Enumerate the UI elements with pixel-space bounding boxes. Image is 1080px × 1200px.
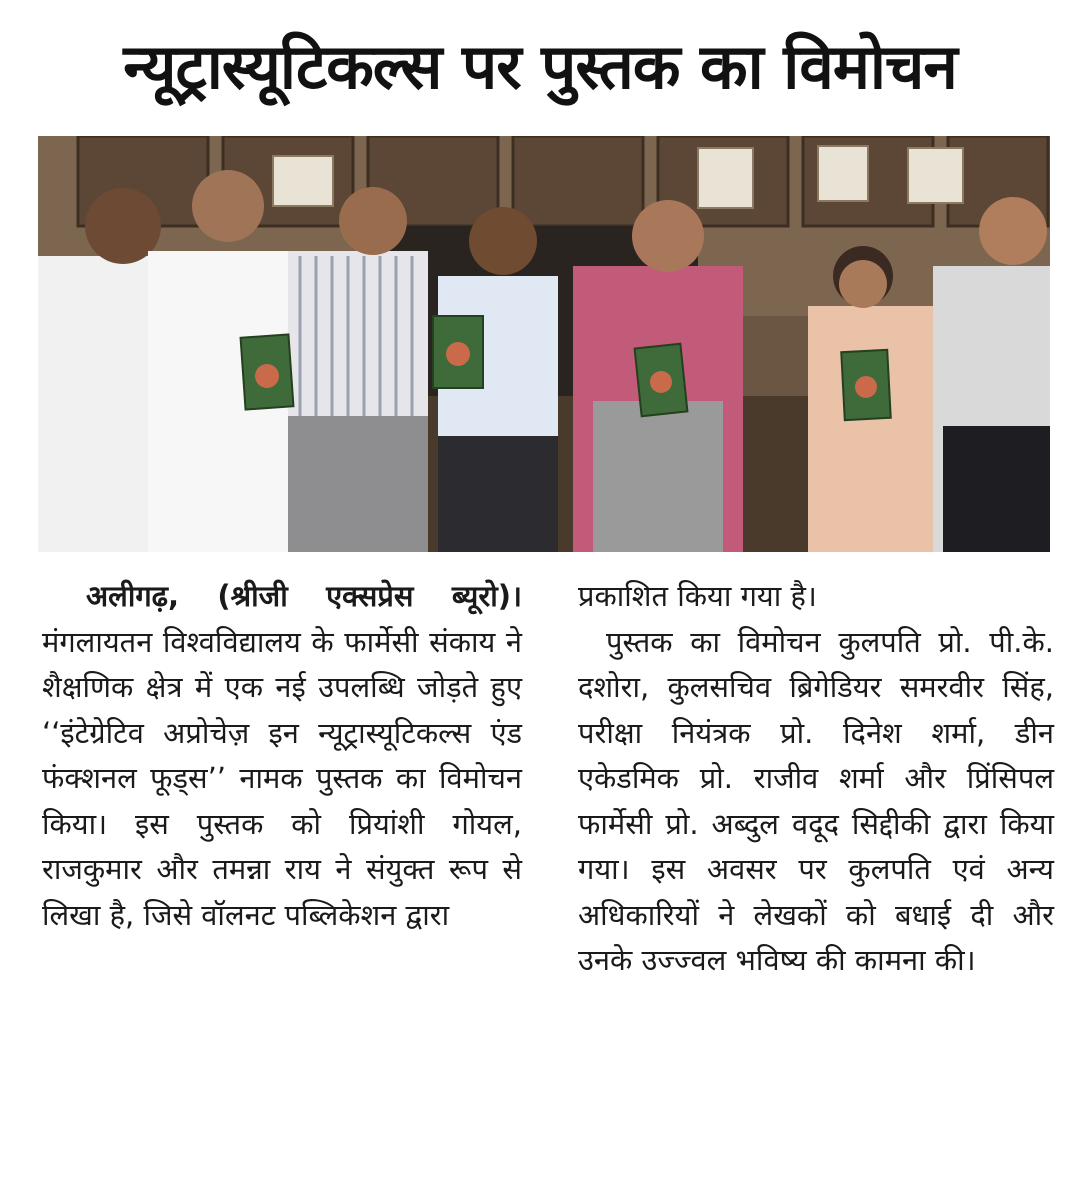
news-photo xyxy=(38,136,1050,552)
article-paragraph-2: पुस्तक का विमोचन कुलपति प्रो. पी.के. दशोरा, कुलसचिव ब्रिगेडियर समरवीर सिंह, परीक्षा नियंत्रक प्रो. दिनेश शर्मा, डीन एकेडमिक प्रो. राजीव शर्मा और प्रिंसिपल फार्मेसी प्रो. अब्दुल वदूद सिद्दीकी द्वारा किया गया। इस अवसर पर कुलपति एवं अन्य अधिकारियों ने लेखकों को बधाई दी और उनके उज्ज्वल भविष्य की कामना की। xyxy=(578,624,1054,977)
article-body-left: मंगलायतन विश्वविद्यालय के फार्मेसी संकाय ने शैक्षणिक क्षेत्र में एक नई उपलब्धि जोड़ते हुए ‘‘इंटेग्रेटिव अप्रोचेज़ इन न्यूट्रास्यूटिकल्स एंड फंक्शनल फूड्स’’ नामक पुस्तक का विमोचन किया। इस पुस्तक को प्रियांशी गोयल, राजकुमार और तमन्ना राय ने संयुक्त रूप से लिखा है, जिसे वॉलनट पब्लिकेशन द्वारा xyxy=(42,624,522,932)
article-continuation: प्रकाशित किया गया है। xyxy=(578,579,817,613)
dateline: अलीगढ़, (श्रीजी एक्सप्रेस ब्यूरो)। xyxy=(86,579,522,613)
article-column-right xyxy=(578,574,1054,984)
headline: न्यूट्रास्यूटिकल्स पर पुस्तक का विमोचन xyxy=(123,30,957,103)
article-column-left xyxy=(42,574,522,938)
